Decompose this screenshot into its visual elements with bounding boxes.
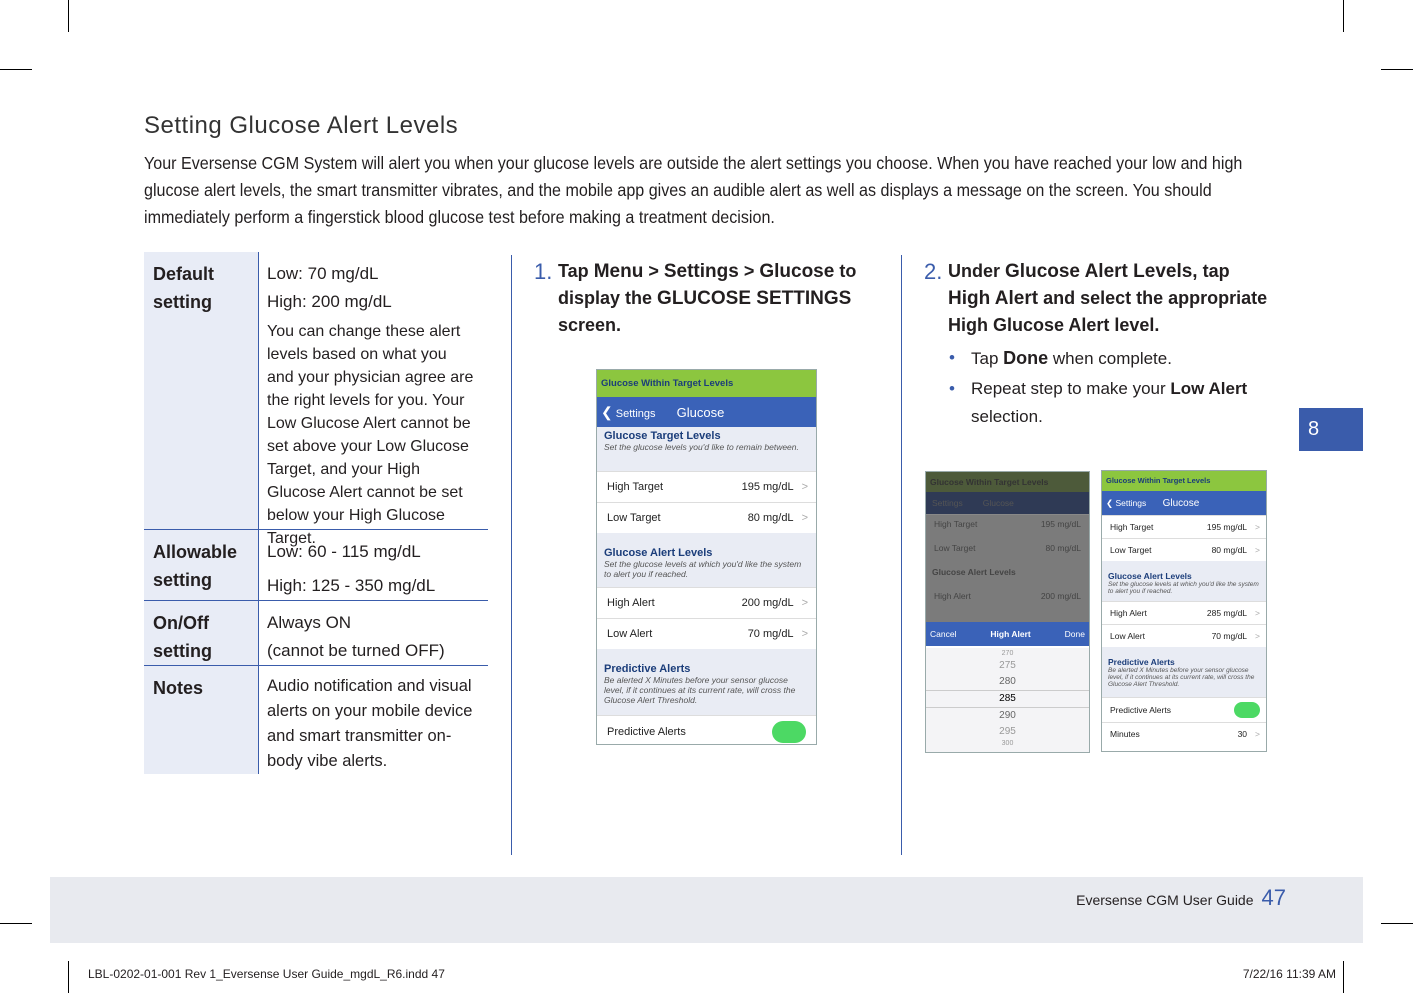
high-target-row[interactable]: High Target 195 mg/dL > — [597, 471, 816, 502]
crop-mark — [0, 69, 32, 70]
page-number: 47 — [1261, 885, 1286, 910]
chevron-right-icon: > — [801, 597, 808, 609]
default-low: Low: 70 mg/dL — [267, 264, 379, 283]
predictive-alerts-toggle[interactable] — [1234, 702, 1260, 718]
crop-mark — [68, 961, 69, 993]
chevron-right-icon: > — [801, 512, 808, 524]
back-chevron-icon[interactable]: ❮ — [1106, 498, 1114, 508]
predictive-alerts-toggle[interactable] — [772, 721, 806, 743]
column-divider — [901, 255, 902, 855]
default-note: You can change these alert levels based on what you and your physician agree are the right levels for you. Your Low Glucose Alert cannot be set above your Low Glucose Target, and your High Glucose Alert cannot be set below your High Glucose Target. — [267, 323, 474, 547]
done-button[interactable]: Done — [1064, 629, 1085, 639]
slug-left: LBL-0202-01-001 Rev 1_Eversense User Guide_mgdL_R6.indd 47 — [88, 967, 445, 981]
step-2: 2. Under Glucose Alert Levels, tap High Alert and select the appropriate High Glucose Alert level. — [924, 259, 1268, 335]
picker-toolbar — [926, 622, 1089, 646]
picker-title: High Alert — [990, 629, 1031, 639]
back-button[interactable]: Settings — [1115, 498, 1147, 508]
high-alert-row[interactable]: High Alert 285 mg/dL > — [1102, 601, 1266, 624]
table-row-allowable: Allowable setting Low: 60 - 115 mg/dL High: 125 - 350 mg/dL — [144, 530, 488, 601]
phone-screenshot-glucose-settings: Glucose Within Target Levels ❮ Settings Glucose Glucose Target Levels Set the glucose levels you'd like to remain between. High Target 195 mg/dL > Low Target 80 mg/dL > Glucose Alert Levels Set the glucose levels at which you'd like the system to alert you if reached. High Alert 200 mg/dL > Low Alert 70 mg/dL > Predictive Alerts Be alerted X Minutes before your sensor glucose level, if it continues at its current rate, will cross the Glucose Alert Threshold. Predictive Alerts — [596, 369, 817, 745]
low-target-row[interactable]: Low Target 80 mg/dL > — [597, 502, 816, 533]
crop-mark — [1381, 923, 1413, 924]
phone-screenshot-updated-settings: Glucose Within Target Levels ❮ Settings Glucose High Target 195 mg/dL > Low Target 80 mg/dL > Glucose Alert Levels Set the glucose levels at which you'd like the system to alert you if reached. High Alert 285 mg/dL > Low Alert 70 mg/dL > Predictive Alerts Be alerted X Minutes before your sensor glucose level, if it continues at its current rate, will cross the Glucose Alert Threshold. Predictive Alerts Minutes 30 > — [1101, 470, 1267, 752]
crop-mark — [1381, 69, 1413, 70]
crop-mark — [1343, 0, 1344, 32]
table-row-notes: Notes Audio notification and visual alerts on your mobile device and smart transmitter on-body vibe alerts. — [144, 666, 488, 774]
default-high: High: 200 mg/dL — [267, 292, 392, 311]
phone-screenshot-high-alert-picker: Glucose Within Target Levels Settings Glucose High Target 195 mg/dL Low Target 80 mg/dL Glucose Alert Levels High Alert 200 mg/dL Cancel High Alert Done 270 275 280 285 290 295 300 — [925, 471, 1090, 753]
page-title: Setting Glucose Alert Levels — [144, 112, 459, 139]
predictive-alerts-row: Predictive Alerts — [597, 715, 816, 745]
crop-mark — [0, 923, 32, 924]
low-alert-row[interactable]: Low Alert 70 mg/dL > — [597, 618, 816, 649]
bullet-1: • Tap Done when complete. — [949, 348, 1172, 368]
column-divider — [511, 255, 512, 855]
cancel-button[interactable]: Cancel — [930, 629, 957, 639]
row-label: Default — [153, 264, 215, 284]
intro-paragraph: Your Eversense CGM System will alert you when your glucose levels are outside the alert settings you choose. When you have reached your low and high glucose alert levels, the smart transmitter vibrates, and the mobile app gives an audible alert as well as displays a message on the screen. You should immediately perform a fingerstick blood glucose test before making a treatment decision. — [144, 153, 1243, 227]
chevron-right-icon: > — [801, 481, 808, 493]
footer-guide: Eversense CGM User Guide 47 — [1076, 885, 1286, 910]
high-alert-row[interactable]: High Alert 200 mg/dL > — [597, 587, 816, 618]
value-picker[interactable]: 270 275 280 285 290 295 300 — [926, 648, 1089, 752]
nav-title: Glucose — [676, 405, 725, 420]
status-banner: Glucose Within Target Levels — [597, 370, 816, 397]
table-row-default: Default setting Low: 70 mg/dL High: 200 mg/dL You can change these alert levels based on what you and your physician agree are the right levels for you. Your Low Glucose Alert cannot be set above your Low Glucose Target, and your High Glucose Alert cannot be set below your High Glucose Target. — [144, 252, 488, 530]
crop-mark — [1343, 961, 1344, 993]
back-button[interactable]: Settings — [615, 408, 656, 420]
settings-table — [144, 252, 488, 774]
minutes-row[interactable]: Minutes 30 > — [1102, 722, 1266, 745]
chapter-tab: 8 — [1299, 408, 1363, 451]
slug-right: 7/22/16 11:39 AM — [1242, 967, 1336, 981]
step-1: 1. Tap Menu > Settings > Glucose to display the GLUCOSE SETTINGS screen. — [534, 259, 857, 335]
crop-mark — [68, 0, 69, 32]
bullet-2: • Repeat step to make your Low Alert selection. — [949, 379, 1248, 426]
back-chevron-icon[interactable]: ❮ — [601, 404, 613, 420]
table-row-onoff: On/Off setting Always ON (cannot be turned OFF) — [144, 601, 488, 666]
chevron-right-icon: > — [801, 628, 808, 640]
